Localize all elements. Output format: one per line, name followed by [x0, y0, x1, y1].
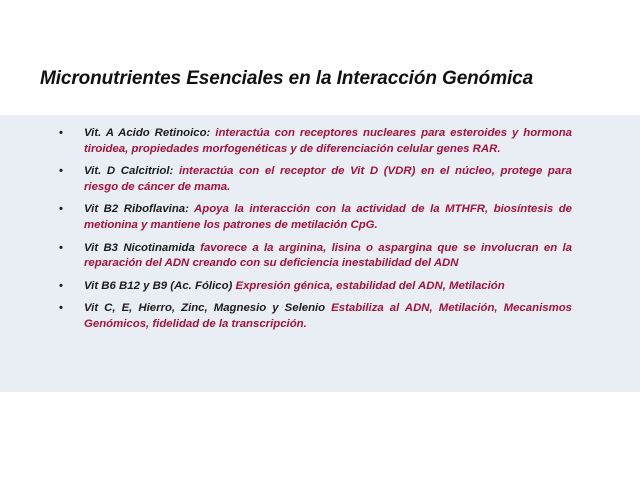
item-key: Vit B3 Nicotinamida: [84, 241, 195, 254]
item-key: Vit B6 B12 y B9 (Ac. Fólico): [84, 279, 233, 292]
item-key: Vit C, E, Hierro, Zinc, Magnesio y Selenio: [84, 302, 326, 315]
list-item: [59, 279, 572, 295]
list-item: [59, 202, 572, 233]
bullet-icon: •: [59, 241, 63, 254]
item-text: Expresión génica, estabilidad del ADN, Metilación: [232, 279, 505, 292]
item-text: interactúa con el receptor de Vit D (VDR) en el núcleo, protege para riesgo de cáncer de mama.: [84, 165, 572, 193]
bullet-icon: •: [59, 165, 63, 178]
bullet-icon: •: [59, 302, 63, 315]
item-key: Vit. A Acido Retinoico:: [84, 127, 211, 139]
list-item: [59, 164, 572, 195]
item-key: Vit B2 Riboflavina:: [84, 203, 189, 216]
item-text: Apoya la interacción con la actividad de la MTHFR, biosíntesis de metionina y mantiene los patrones de metilación CpG.: [84, 203, 572, 231]
bullet-list: [59, 126, 572, 340]
item-text: favorece a la arginina, lisina o aspargina que se involucran en la reparación del ADN creando con su deficiencia inestabilidad del ADN: [84, 241, 572, 270]
list-item: [59, 241, 572, 272]
list-item: [59, 301, 572, 332]
bullet-icon: •: [59, 127, 63, 139]
list-item: [59, 126, 572, 157]
slide-title: Micronutrientes Esenciales en la Interacción Genómica: [40, 68, 534, 89]
item-key: Vit. D Calcitriol:: [84, 165, 174, 178]
item-text: Estabiliza al ADN, Metilación, Mecanismos Genómicos, fidelidad de la transcripción.: [84, 302, 572, 330]
bullet-icon: •: [59, 279, 63, 292]
bullet-icon: •: [59, 203, 63, 216]
item-text: interactúa con receptores nucleares para esteroides y hormona tiroidea, propiedades morfogenéticas y de diferenciación celular genes RAR.: [84, 127, 572, 155]
